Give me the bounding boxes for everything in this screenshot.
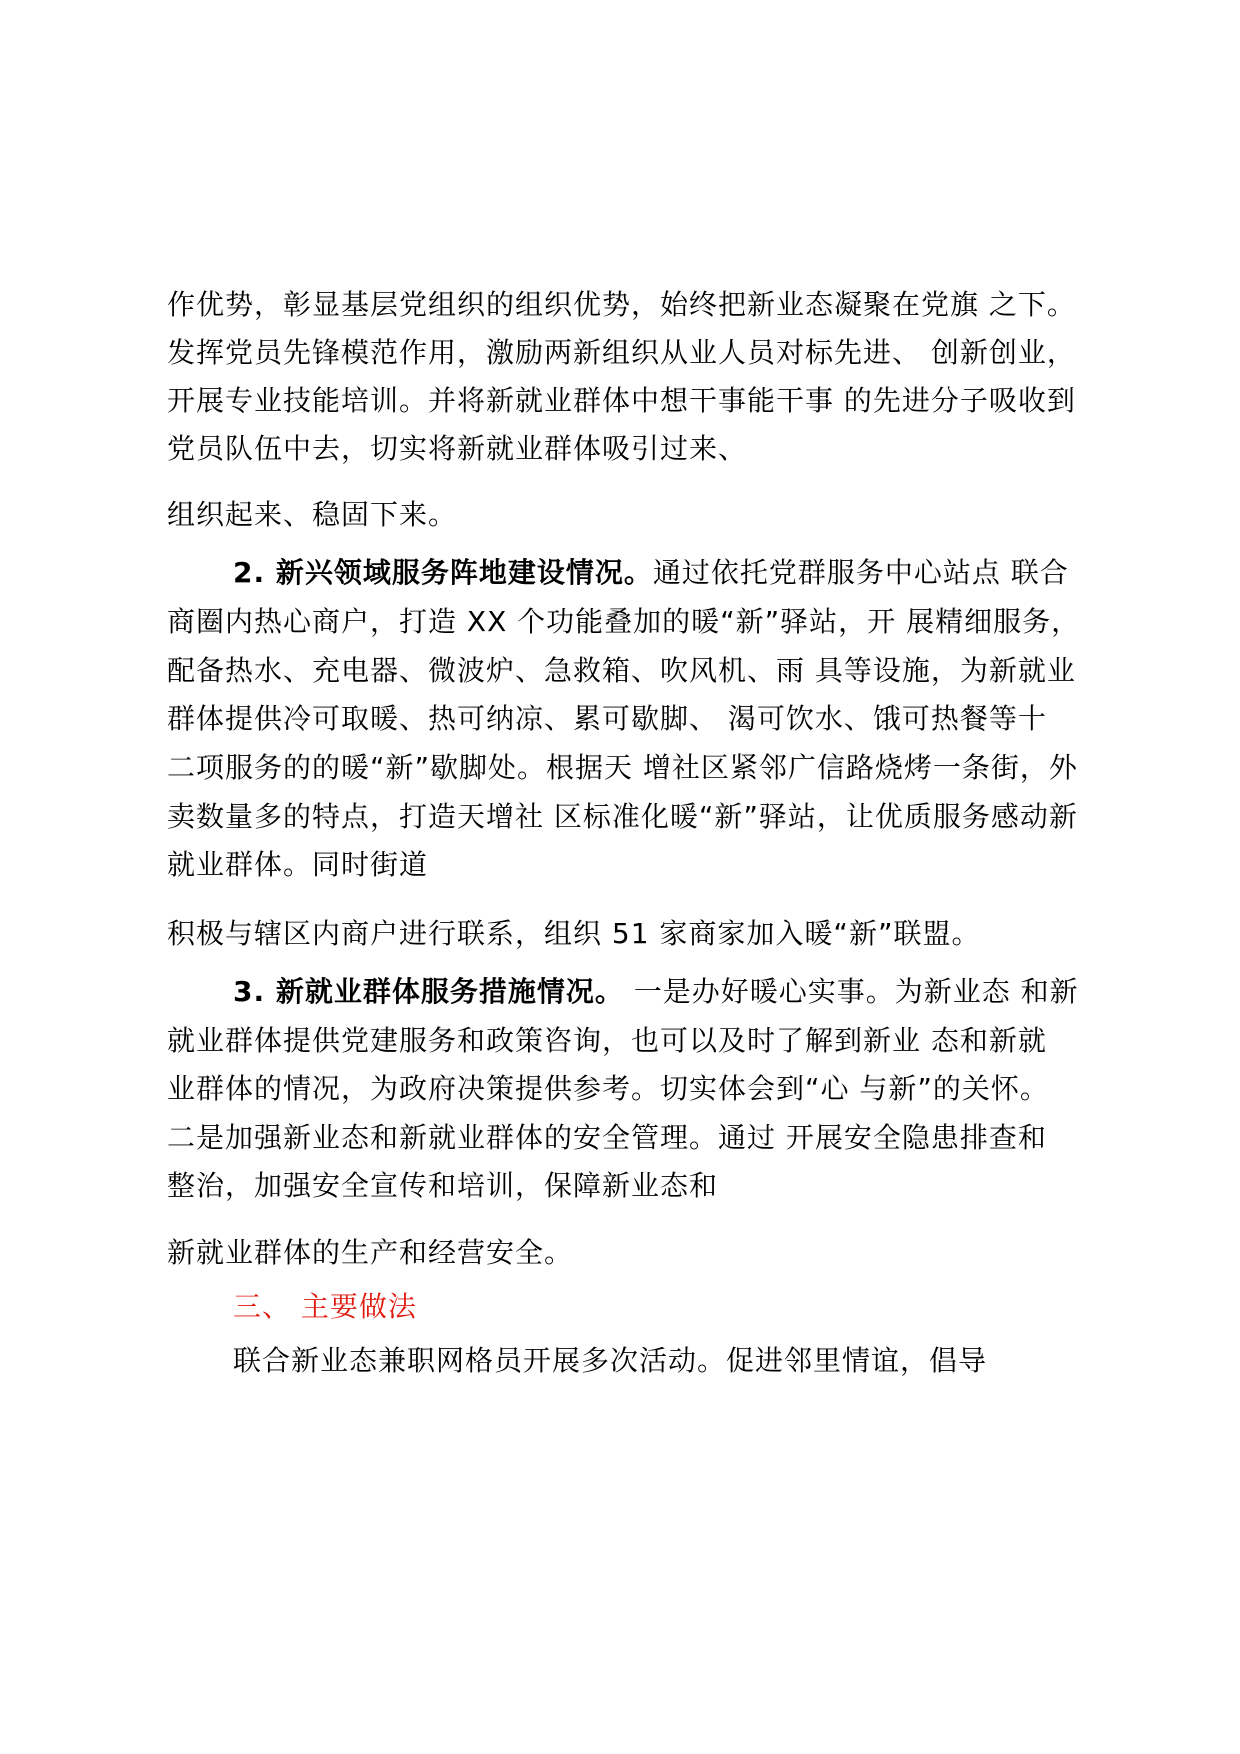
- paragraph-line: 党员队伍中去，切实将新就业群体吸引过来、: [167, 432, 748, 465]
- paragraph-line: 二项服务的的暖“新”歇脚处。根据天 增社区紧邻广信路烧烤一条街，外: [167, 751, 1078, 784]
- paragraph-line: 作优势，彰显基层党组织的组织优势，始终把新业态凝聚在党旗 之下。: [167, 288, 1076, 321]
- section-3-heading: 3. 新就业群体服务措施情况。: [233, 975, 624, 1008]
- paragraph-line: 新就业群体的生产和经营安全。: [167, 1236, 574, 1269]
- paragraph-line: 就业群体。同时街道: [167, 848, 429, 881]
- paragraph-line: 群体提供冷可取暖、热可纳凉、累可歇脚、 渴可饮水、饿可热餐等十: [167, 702, 1047, 735]
- paragraph-line: 业群体的情况，为政府决策提供参考。切实体会到“心 与新”的关怀。: [167, 1072, 1049, 1105]
- paragraph-line: 联合新业态兼职网格员开展多次活动。促进邻里情谊，倡导: [233, 1344, 988, 1377]
- paragraph-line: 商圈内热心商户，打造 XX 个功能叠加的暖“新”驿站，开 展精细服务，: [167, 605, 1081, 638]
- section-2-first-line: [233, 553, 1069, 593]
- paragraph-line: 二是加强新业态和新就业群体的安全管理。通过 开展安全隐患排查和: [167, 1121, 1047, 1154]
- paragraph-line: 卖数量多的特点，打造天增社 区标准化暖“新”驿站，让优质服务感动新: [167, 800, 1078, 833]
- section-title-main-practices: 三、 主要做法: [233, 1290, 417, 1323]
- paragraph-line: 就业群体提供党建服务和政策咨询，也可以及时了解到新业 态和新就: [167, 1024, 1047, 1057]
- section-2-text: 通过依托党群服务中心站点 联合: [652, 556, 1069, 589]
- paragraph-line: 组织起来、稳固下来。: [167, 498, 458, 531]
- section-3-first-line: [167, 972, 1079, 1012]
- paragraph-line: 整治，加强安全宣传和培训，保障新业态和: [167, 1169, 719, 1202]
- section-2-heading: 2. 新兴领域服务阵地建设情况。: [233, 556, 653, 589]
- paragraph-line: 开展专业技能培训。并将新就业群体中想干事能干事 的先进分子吸收到: [167, 384, 1076, 417]
- paragraph-line: 发挥党员先锋模范作用，激励两新组织从业人员对标先进、 创新创业，: [167, 336, 1076, 369]
- section-3-text: 一是办好暖心实事。为新业态 和新: [623, 975, 1079, 1008]
- paragraph-line: 配备热水、充电器、微波炉、急救箱、吹风机、雨 具等设施，为新就业: [167, 654, 1076, 687]
- paragraph-line: 积极与辖区内商户进行联系，组织 51 家商家加入暖“新”联盟。: [167, 917, 981, 950]
